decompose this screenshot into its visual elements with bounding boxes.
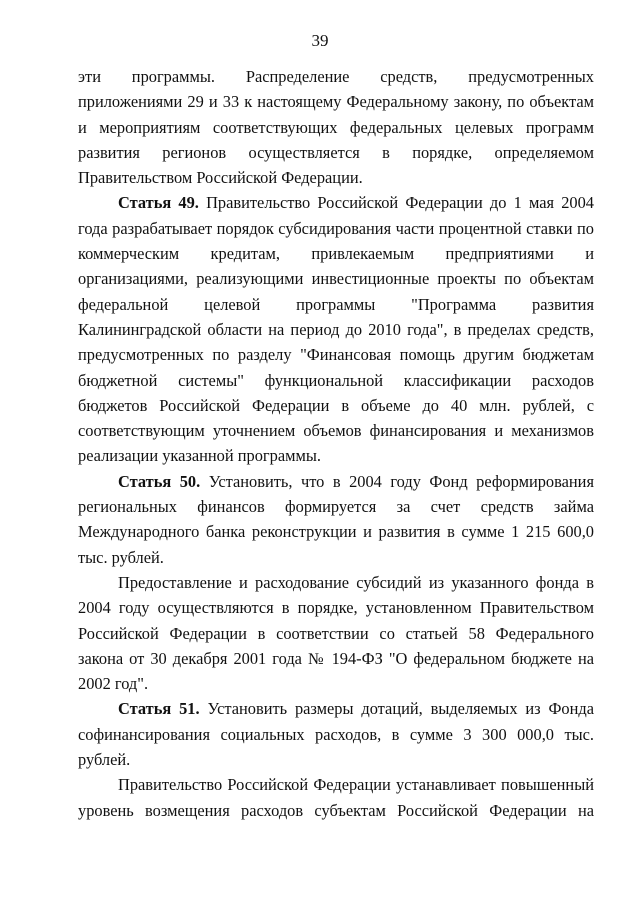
article-heading: Статья 50. [118, 471, 201, 491]
paragraph-reimbursement [78, 772, 594, 823]
document-body [78, 64, 594, 823]
paragraph-text: Установить размеры дотаций, выделяемых из Фонда софинансирования социальных расходов, в сумме 3 300 000,0 тыс. рублей. [78, 699, 594, 770]
paragraph-text: эти программы. Распределение средств, предусмотренных приложениями 29 и 33 к настоящему Федеральному закону, по объектам и мероприятиям соответствующих федеральных целевых программ развития регионов осуществляется в порядке, определяемом Правительством Российской Федерации. [78, 67, 594, 188]
paragraph-text: Правительство Российской Федерации устанавливает повышенный уровень возмещения расходов субъектам Российской Федерации на [78, 775, 594, 820]
article-heading: Статья 49. [118, 193, 199, 213]
article-50 [78, 469, 594, 570]
page-number: 39 [311, 31, 329, 50]
paragraph-subsidies [78, 570, 594, 696]
paragraph-text: Правительство Российской Федерации до 1 мая 2004 года разрабатывает порядок субсидирования части процентной ставки по коммерческим кредитам, привлекаемым предприятиями и организациями, реализующими инвестиционные проекты по объектам федеральной целевой программы "Программа развития Калининградской области на период до 2010 года", в пределах средств, предусмотренных по разделу "Финансовая помощь другим бюджетам бюджетной системы" функциональной классификации расходов бюджетов Российской Федерации в объеме до 40 млн. рублей, с соответствующим уточнением объемов финансирования и механизмов реализации указанной программы. [78, 193, 594, 466]
article-heading: Статья 51. [118, 699, 200, 719]
article-49 [78, 190, 594, 468]
article-51 [78, 696, 594, 772]
paragraph-continuation [78, 64, 594, 190]
paragraph-text: Установить, что в 2004 году Фонд реформирования региональных финансов формируется за счет средств займа Международного банка реконструкции и развития в сумме 1 215 600,0 тыс. рублей. [78, 471, 594, 567]
paragraph-text: Предоставление и расходование субсидий из указанного фонда в 2004 году осуществляются в порядке, установленном Правительством Российской Федерации в соответствии со статьей 58 Федерального закона от 30 декабря 2001 года № 194-ФЗ "О федеральном бюджете на 2002 год". [78, 572, 594, 694]
